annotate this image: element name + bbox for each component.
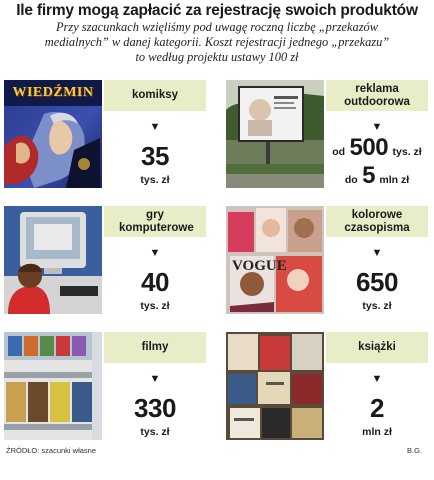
arrow-down-icon: ▼ <box>371 247 383 259</box>
cost-value: 40 <box>141 267 169 297</box>
author-credit: B.G. <box>406 446 422 455</box>
card-ksiazki <box>226 332 428 442</box>
card-gry-komputerowe <box>4 206 206 316</box>
range-to-prefix: do <box>344 174 358 186</box>
range-to-unit: mln zł <box>379 174 410 186</box>
range-to-value: 5 <box>362 162 375 189</box>
cost-range-from <box>326 134 428 162</box>
cost-unit: tys. zł <box>140 300 170 312</box>
cost-unit: mln zł <box>362 426 392 438</box>
comic-cover-photo <box>4 80 102 188</box>
infographic-title: Ile firmy mogą zapłacić za rejestrację swoich produktów <box>16 2 418 19</box>
category-label <box>104 206 206 237</box>
books-photo <box>226 332 324 440</box>
cost-unit: tys. zł <box>362 300 392 312</box>
cost-value: 35 <box>141 141 169 171</box>
cost-value: 330 <box>134 393 176 423</box>
card-reklama-outdoorowa <box>226 80 428 190</box>
comic-logo: WIEDŹMIN <box>12 85 94 100</box>
card-komiksy <box>4 80 206 190</box>
category-label-text: gry komputerowe <box>119 208 194 234</box>
cost-unit: tys. zł <box>140 174 170 186</box>
arrow-down-icon: ▼ <box>149 373 161 385</box>
infographic-subtitle <box>10 20 424 65</box>
cost-unit: tys. zł <box>140 426 170 438</box>
subtitle-line-3: to według projektu ustawy 100 zł <box>135 50 299 64</box>
magazines-photo <box>226 206 324 314</box>
category-label-text: reklama outdoorowa <box>344 82 410 108</box>
card-filmy <box>4 332 206 442</box>
subtitle-line-2: medialnych” w danej kategorii. Koszt rejestracji jednego „przekazu” <box>44 35 390 49</box>
arrow-down-icon: ▼ <box>149 121 161 133</box>
category-label <box>326 206 428 237</box>
range-from-value: 500 <box>349 134 389 161</box>
card-kolorowe-czasopisma <box>226 206 428 316</box>
category-label <box>326 80 428 111</box>
category-label: książki <box>326 332 428 363</box>
arrow-down-icon: ▼ <box>371 373 383 385</box>
cost-value: 650 <box>356 267 398 297</box>
computer-game-photo <box>4 206 102 314</box>
subtitle-line-1: Przy szacunkach wzięliśmy pod uwagę roczną liczbę „przekazów <box>55 20 378 34</box>
source-note: ŹRÓDŁO: szacunki własne <box>6 446 97 455</box>
arrow-down-icon: ▼ <box>149 247 161 259</box>
range-from-prefix: od <box>332 146 346 158</box>
range-from-unit: tys. zł <box>392 146 422 158</box>
category-label: filmy <box>104 332 206 363</box>
cost-range-to <box>326 162 428 190</box>
category-label-text: kolorowe czasopisma <box>344 208 410 234</box>
billboard-photo <box>226 80 324 188</box>
cost-value: 2 <box>370 393 384 423</box>
magazine-masthead: VOGUE <box>232 258 287 274</box>
arrow-down-icon: ▼ <box>371 121 383 133</box>
category-label: komiksy <box>104 80 206 111</box>
dvd-shelf-photo <box>4 332 102 440</box>
